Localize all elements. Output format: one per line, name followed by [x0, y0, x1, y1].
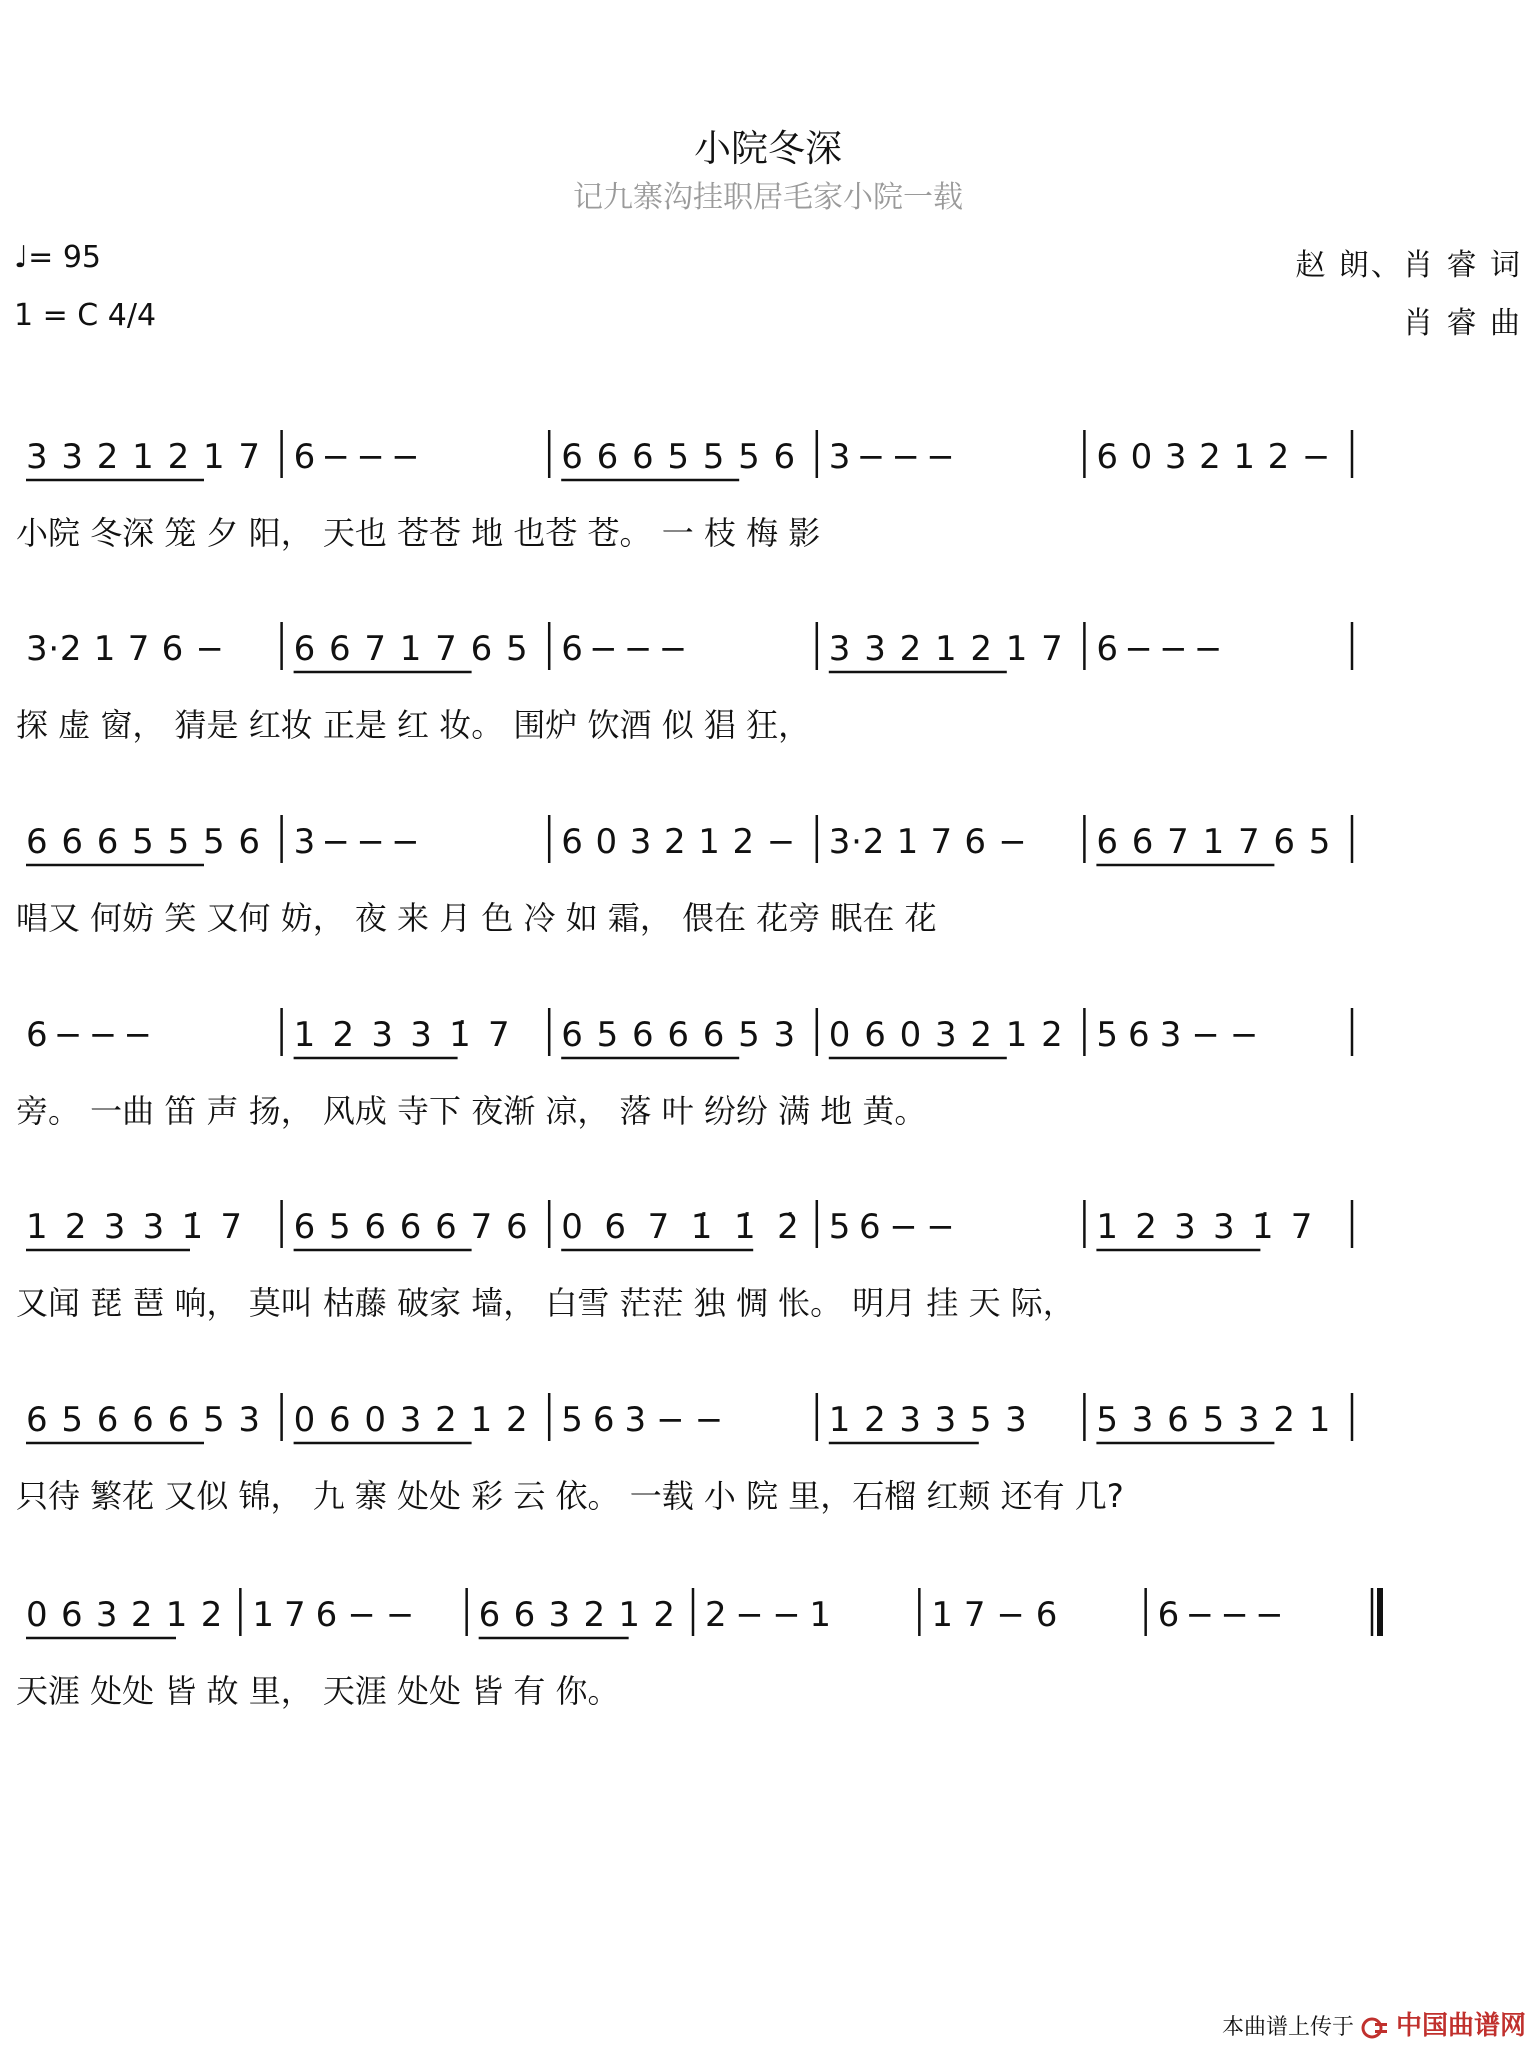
footer-site-name[interactable]: 中国曲谱网 [1395, 2011, 1526, 2041]
lyric-line: 唱又 何妨 笑 又何 妨， 夜 来 月 色 冷 如 霜， 偎在 花旁 眠在 花 [16, 899, 937, 937]
lyric-line: 旁。 一曲 笛 声 扬， 风成 寺下 夜渐 凉， 落 叶 纷纷 满 地 黄。 [16, 1092, 927, 1130]
measure-notes: 6 6 7 1 7 6 5 [1096, 822, 1331, 862]
measure-notes: 5 6 3 − − [1096, 1015, 1259, 1055]
measure-notes: 6 − − − [26, 1015, 152, 1055]
footer-credit [1222, 2005, 1526, 2042]
score-line [0, 1578, 1536, 1768]
measure-notes: 1 2 3 3 1̇ 7 [293, 1015, 510, 1055]
lyric-line: 小院 冬深 笼 夕 阳， 天也 苍苍 地 也苍 苍。 一 枝 梅 影 [16, 514, 821, 552]
measure-notes: 3 3 2 1 2 1 7 [828, 629, 1063, 669]
measure-notes: 3 − − − [828, 437, 955, 477]
measure-notes: 2 − − 1 [705, 1595, 831, 1635]
measure-notes: 1 7 6 − − [252, 1595, 415, 1635]
measure-notes: 6 6 6 5 5 5 6 [26, 822, 260, 862]
measure-notes: 1 2 3 3 1̇ 7 [26, 1207, 242, 1247]
measure-notes: 6 0 3 2 1 2 − [561, 822, 796, 862]
measure-notes: 6 5 6 6 6 5 3 [26, 1400, 260, 1440]
measure-notes: 0 6 0 3 2 1 2 [828, 1015, 1063, 1055]
lyric-line: 探 虚 窗， 猜是 红妆 正是 红 妆。 围炉 饮酒 似 猖 狂， [16, 706, 811, 744]
measure-notes: 3·2 1 7 6 − [26, 629, 224, 669]
score-line [0, 612, 1536, 802]
measure-notes: 0 6 0 3 2 1 2 [293, 1400, 528, 1440]
measure-notes: 6 6 7 1 7 6 5 [293, 629, 528, 669]
footer-prefix: 本曲谱上传于 [1221, 2015, 1354, 2040]
lyric-line: 又闻 琵 琶 响， 莫叫 枯藤 破家 墙， 白雪 茫茫 独 惆 怅。 明月 挂 天 际， [16, 1284, 1075, 1322]
composer-credit: 肖 睿 曲 [1402, 306, 1522, 341]
measure-notes: 6 − − − [1096, 629, 1223, 669]
measure-notes: 1 7 − 6 [931, 1595, 1058, 1635]
measure-notes: 3 − − − [293, 822, 420, 862]
score-line [0, 1383, 1536, 1573]
measure-notes: 0 6 7 1̇ 1̇ 2̇ [561, 1207, 799, 1247]
measure-notes: 6 − − − [293, 437, 420, 477]
measure-notes: 6 − − − [1157, 1595, 1284, 1635]
measure-notes: 6 5 6 6 6 7 6 [293, 1207, 528, 1247]
score-line [0, 1190, 1536, 1380]
score-line [0, 420, 1536, 610]
measure-notes: 0 6 3 2 1 2 [26, 1595, 223, 1635]
measure-notes: 5 6 − − [828, 1207, 955, 1247]
measure-notes: 6 0 3 2 1 2 − [1096, 437, 1331, 477]
measure-notes: 5 6 3 − − [561, 1400, 724, 1440]
lyric-line: 天涯 处处 皆 故 里， 天涯 处处 皆 有 你。 [16, 1672, 620, 1710]
song-subtitle: 记九寨沟挂职居毛家小院一载 [573, 180, 963, 215]
tempo-marking: ♩= 95 [14, 240, 101, 275]
measure-notes: 6 5 6 6 6 5 3 [561, 1015, 796, 1055]
site-logo-icon [1361, 2017, 1389, 2039]
measure-notes: 1 2 3 3 1̇ 7 [1096, 1207, 1313, 1247]
measure-notes: 3 3 2 1 2 1 7 [26, 437, 260, 477]
score-line [0, 998, 1536, 1188]
measure-notes: 1 2 3 3 5 3 [828, 1400, 1027, 1440]
measure-notes: 6 6 6 5 5 5 6 [561, 437, 796, 477]
lyricist-credit: 赵 朗、肖 睿 词 [1295, 248, 1522, 283]
measure-notes: 6 6 3 2 1 2 [478, 1595, 675, 1635]
score-line [0, 805, 1536, 995]
measure-notes: 5 3 6 5 3 2 1 [1096, 1400, 1331, 1440]
measure-notes: 3·2 1 7 6 − [828, 822, 1027, 862]
key-time-signature: 1 = C 4/4 [14, 298, 157, 333]
measure-notes: 6 − − − [561, 629, 688, 669]
song-title: 小院冬深 [694, 127, 842, 170]
lyric-line: 只待 繁花 又似 锦， 九 寨 处处 彩 云 依。 一载 小 院 里，石榴 红颊 还有 几? [16, 1477, 1124, 1515]
